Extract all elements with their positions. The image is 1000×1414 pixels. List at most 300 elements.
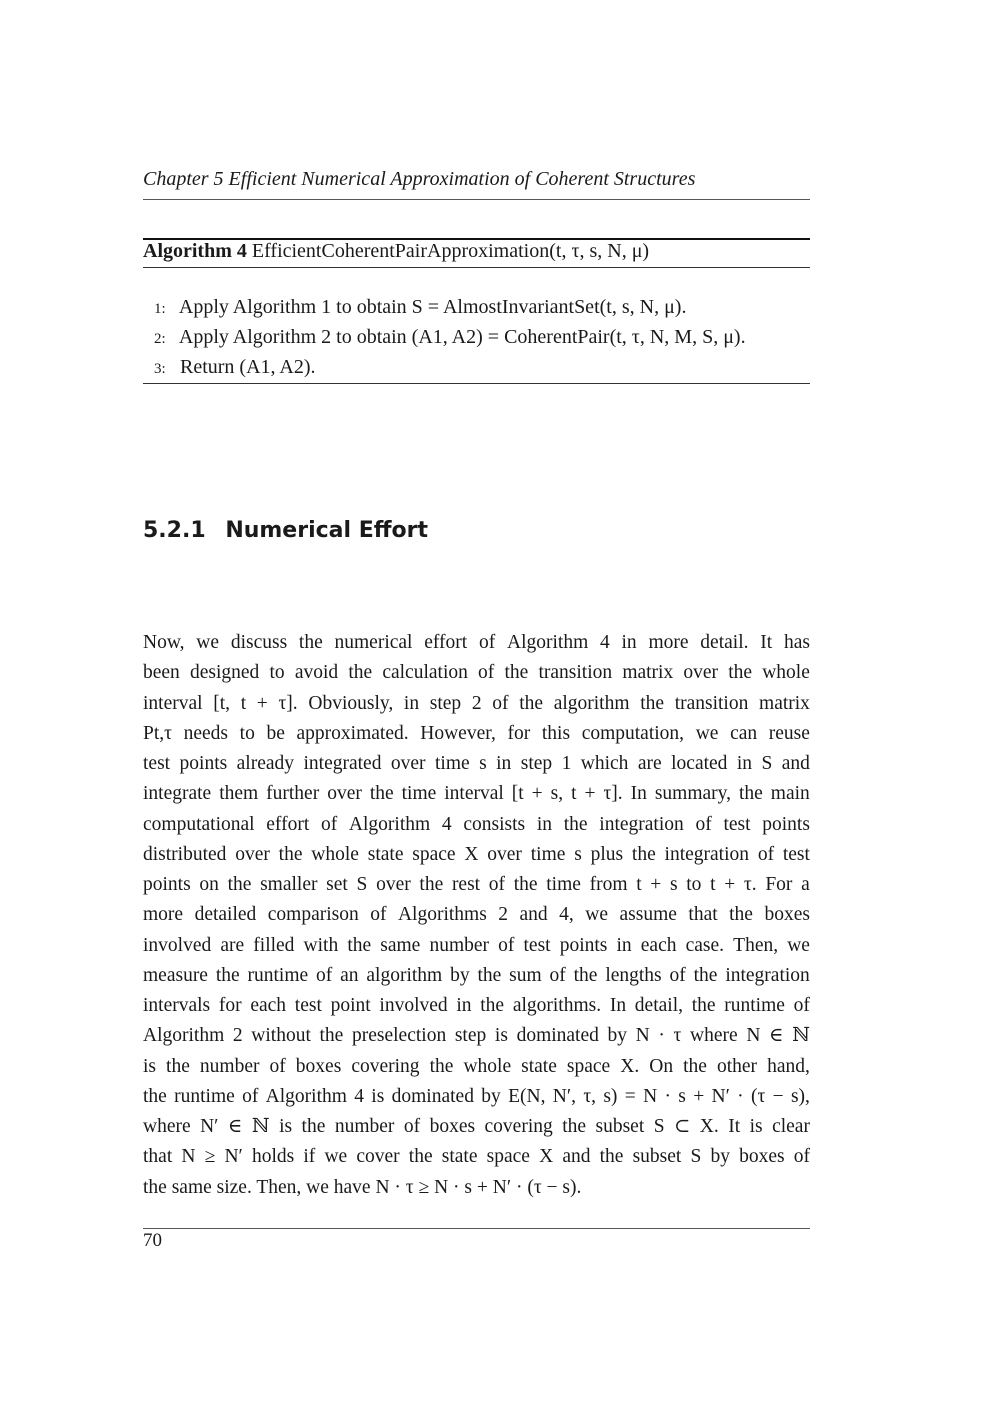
word: ≥ bbox=[204, 1146, 216, 1168]
word: S bbox=[690, 1146, 702, 1168]
word: N bbox=[746, 1025, 761, 1047]
paragraph-line bbox=[143, 1082, 810, 1112]
word: dominated bbox=[391, 1085, 474, 1107]
word: s bbox=[678, 1085, 686, 1107]
word: interval bbox=[444, 783, 504, 805]
word: It bbox=[728, 1116, 741, 1137]
word: number bbox=[199, 1055, 260, 1077]
word: the bbox=[477, 964, 502, 986]
word: in bbox=[403, 692, 420, 714]
word: subset bbox=[632, 1146, 682, 1168]
word: Algorithm bbox=[506, 632, 589, 653]
word: over bbox=[376, 874, 411, 895]
paragraph-line bbox=[143, 779, 810, 809]
word: points bbox=[559, 934, 608, 956]
section-number: 5.2.1 bbox=[143, 518, 206, 543]
word: of bbox=[488, 874, 506, 895]
word: on bbox=[199, 874, 219, 895]
word: τ, bbox=[583, 1085, 597, 1107]
algorithm-step bbox=[143, 292, 810, 322]
algorithm-mid-rule bbox=[143, 267, 810, 268]
word: over bbox=[235, 843, 270, 865]
word: from bbox=[589, 874, 628, 895]
word: over bbox=[487, 843, 522, 865]
word: points bbox=[143, 874, 191, 895]
word: the bbox=[166, 1055, 190, 1077]
word: N bbox=[635, 1025, 650, 1047]
word: test bbox=[523, 934, 551, 956]
word: for bbox=[507, 722, 531, 744]
word: time bbox=[530, 843, 566, 865]
word: Algorithm bbox=[348, 813, 431, 835]
word: S bbox=[356, 874, 368, 895]
word: designed bbox=[189, 662, 260, 684]
word: test bbox=[143, 753, 171, 774]
word: interval bbox=[143, 692, 203, 714]
paragraph-line bbox=[143, 1112, 810, 1142]
word: τ]. bbox=[603, 783, 623, 805]
word: already bbox=[236, 753, 295, 774]
word: involved bbox=[143, 934, 212, 956]
word: located bbox=[671, 753, 728, 774]
word: effort bbox=[266, 813, 310, 835]
word: N′ bbox=[711, 1085, 730, 1107]
word: is bbox=[494, 1025, 508, 1047]
word: 4 bbox=[354, 1085, 364, 1107]
word: N′ bbox=[224, 1146, 243, 1168]
paragraph-line bbox=[143, 870, 810, 900]
word: state bbox=[367, 843, 404, 865]
word: On bbox=[649, 1055, 674, 1077]
word: ∈ bbox=[769, 1025, 784, 1047]
algorithm-steps bbox=[143, 292, 810, 382]
word: of bbox=[549, 964, 566, 986]
word: number bbox=[334, 1116, 395, 1137]
word: the bbox=[573, 964, 598, 986]
word: t bbox=[240, 692, 247, 714]
algorithm-step bbox=[143, 322, 810, 352]
word: space bbox=[412, 843, 456, 865]
word: each bbox=[640, 934, 677, 956]
word: case. bbox=[685, 934, 725, 956]
word: the bbox=[419, 874, 444, 895]
word: clear bbox=[772, 1116, 810, 1137]
word: s) bbox=[603, 1085, 618, 1107]
word: is bbox=[749, 1116, 763, 1137]
paragraph-line: the same size. Then, we have N · τ ≥ N · s + N′ · (τ − s). bbox=[143, 1176, 582, 1198]
word: cover bbox=[356, 1146, 400, 1168]
word: are bbox=[637, 753, 662, 774]
word: distributed bbox=[143, 843, 227, 865]
word: more bbox=[648, 632, 689, 653]
word: numerical bbox=[334, 632, 413, 653]
paragraph-line bbox=[143, 900, 810, 930]
word: time bbox=[434, 753, 470, 774]
word: However, bbox=[420, 722, 496, 744]
word: the bbox=[513, 874, 538, 895]
word: boxes bbox=[764, 904, 810, 926]
word: involved bbox=[379, 995, 448, 1016]
step-text: Return (A1, A2). bbox=[180, 356, 316, 378]
word: S bbox=[761, 753, 773, 774]
word: can bbox=[730, 722, 758, 744]
word: of bbox=[695, 813, 712, 835]
word: integrate bbox=[143, 783, 212, 805]
word: over bbox=[327, 783, 362, 805]
word: of bbox=[370, 904, 387, 926]
algorithm-name: EfficientCoherentPairApproximation(t, τ, s, N, μ) bbox=[251, 240, 650, 262]
word: the bbox=[728, 662, 753, 684]
word: test bbox=[782, 843, 810, 865]
word: and bbox=[519, 904, 548, 926]
word: plus bbox=[590, 843, 624, 865]
word: an bbox=[340, 964, 359, 986]
word: of bbox=[757, 843, 775, 865]
word: holds bbox=[251, 1146, 295, 1168]
word: time bbox=[546, 874, 581, 895]
paragraph-line bbox=[143, 810, 810, 840]
word: over bbox=[390, 753, 426, 774]
word: measure bbox=[143, 964, 208, 986]
word: whole bbox=[463, 1055, 512, 1077]
word: by bbox=[607, 1025, 628, 1047]
word: · bbox=[658, 1025, 665, 1047]
word: without bbox=[251, 1025, 311, 1047]
word: the bbox=[563, 813, 588, 835]
word: for bbox=[218, 995, 242, 1016]
word: boxes bbox=[429, 1116, 476, 1137]
word: step bbox=[454, 1025, 487, 1047]
word: where bbox=[143, 1116, 191, 1137]
paragraph-line bbox=[143, 1142, 810, 1172]
word: assume bbox=[619, 904, 677, 926]
word: X. bbox=[620, 1055, 640, 1077]
word: avoid bbox=[294, 662, 339, 684]
word: and bbox=[781, 753, 810, 774]
word: matrix bbox=[759, 692, 810, 714]
word: a bbox=[801, 874, 810, 895]
word: of bbox=[498, 934, 515, 956]
section-heading bbox=[143, 518, 428, 543]
word: we bbox=[196, 632, 220, 653]
word: where bbox=[690, 1025, 738, 1047]
word: be bbox=[266, 722, 285, 744]
word: calculation bbox=[382, 662, 468, 684]
word: state bbox=[441, 1146, 478, 1168]
word: set bbox=[326, 874, 348, 895]
word: the bbox=[504, 662, 529, 684]
word: sum bbox=[509, 964, 542, 986]
algorithm-step bbox=[143, 352, 810, 382]
paragraph-line bbox=[143, 689, 810, 719]
word: subset bbox=[595, 1116, 645, 1137]
word: the bbox=[348, 662, 373, 684]
word: hand, bbox=[767, 1055, 810, 1077]
footer-rule bbox=[143, 1228, 810, 1229]
word: ℕ bbox=[251, 1116, 270, 1137]
word: It bbox=[760, 632, 773, 653]
word: covering bbox=[351, 1055, 420, 1077]
word: and bbox=[562, 1146, 591, 1168]
word: 4 bbox=[600, 632, 610, 653]
word: N bbox=[643, 1085, 658, 1107]
word: the bbox=[215, 964, 240, 986]
word: main bbox=[770, 783, 810, 805]
word: step bbox=[520, 753, 553, 774]
word: we bbox=[787, 934, 810, 956]
word: number bbox=[429, 934, 490, 956]
body-paragraph bbox=[143, 628, 810, 1203]
word: of bbox=[492, 692, 509, 714]
word: X bbox=[539, 1146, 554, 1168]
word: τ. bbox=[743, 874, 757, 895]
word: (τ bbox=[750, 1085, 766, 1107]
paragraph-line bbox=[143, 991, 810, 1021]
word: algorithms. bbox=[512, 995, 602, 1016]
word: time bbox=[401, 783, 437, 805]
word: that bbox=[688, 904, 718, 926]
word: the bbox=[298, 632, 323, 653]
word: 4, bbox=[559, 904, 574, 926]
word: τ]. bbox=[278, 692, 298, 714]
word: transition bbox=[674, 692, 749, 714]
word: of bbox=[669, 964, 686, 986]
word: over bbox=[683, 662, 719, 684]
word: the bbox=[729, 904, 753, 926]
word: the bbox=[693, 964, 718, 986]
word: − bbox=[772, 1085, 784, 1107]
word: transition bbox=[538, 662, 613, 684]
word: detail. bbox=[700, 632, 749, 653]
word: that bbox=[143, 1146, 173, 1168]
paragraph-line bbox=[143, 628, 810, 658]
word: 1 bbox=[561, 753, 572, 774]
word: boxes bbox=[295, 1055, 342, 1077]
word: the bbox=[640, 692, 665, 714]
word: step bbox=[429, 692, 462, 714]
word: matrix bbox=[622, 662, 674, 684]
word: the bbox=[301, 1116, 326, 1137]
word: 2 bbox=[498, 904, 509, 926]
word: of bbox=[403, 1116, 421, 1137]
word: · bbox=[664, 1085, 671, 1107]
word: ⊂ bbox=[674, 1116, 691, 1137]
paragraph-line bbox=[143, 749, 810, 779]
word: the bbox=[480, 995, 505, 1016]
word: computation, bbox=[581, 722, 685, 744]
word: in bbox=[536, 813, 553, 835]
word: t bbox=[710, 874, 716, 895]
paragraph-line bbox=[143, 658, 810, 688]
word: to bbox=[239, 722, 255, 744]
paragraph-line bbox=[143, 1021, 810, 1051]
word: each bbox=[250, 995, 287, 1016]
word: covering bbox=[484, 1116, 553, 1137]
page-number: 70 bbox=[143, 1230, 162, 1251]
word: + bbox=[650, 874, 662, 895]
word: [t bbox=[511, 783, 524, 805]
word: lengths bbox=[605, 964, 662, 986]
word: this bbox=[541, 722, 571, 744]
step-number: 2: bbox=[154, 331, 166, 347]
word: summary, bbox=[654, 783, 732, 805]
word: the bbox=[631, 843, 656, 865]
word: runtime bbox=[724, 995, 785, 1016]
section-title: Numerical Effort bbox=[225, 518, 429, 543]
paragraph-line bbox=[143, 931, 810, 961]
word: runtime bbox=[174, 1085, 235, 1107]
paragraph-line bbox=[143, 840, 810, 870]
algorithm-label: Algorithm 4 bbox=[143, 240, 247, 262]
word: test bbox=[723, 813, 751, 835]
word: Pt,τ bbox=[143, 722, 172, 744]
word: the bbox=[519, 692, 544, 714]
word: algorithm bbox=[553, 692, 630, 714]
word: τ bbox=[673, 1025, 682, 1047]
word: whole bbox=[762, 662, 810, 684]
paragraph-line bbox=[143, 961, 810, 991]
word: intervals bbox=[143, 995, 211, 1016]
word: space bbox=[486, 1146, 530, 1168]
word: + bbox=[256, 692, 268, 714]
word: more bbox=[143, 904, 184, 926]
word: of bbox=[269, 1055, 286, 1077]
word: detailed bbox=[194, 904, 257, 926]
word: the bbox=[319, 1025, 344, 1047]
word: boxes bbox=[739, 1146, 785, 1168]
word: space bbox=[566, 1055, 611, 1077]
word: ∈ bbox=[227, 1116, 243, 1137]
word: ℕ bbox=[792, 1025, 810, 1047]
word: + bbox=[531, 783, 543, 805]
word: · bbox=[737, 1085, 744, 1107]
word: 4 bbox=[441, 813, 452, 835]
word: [t, bbox=[213, 692, 231, 714]
word: has bbox=[783, 632, 810, 653]
word: integration bbox=[599, 813, 684, 835]
word: the bbox=[278, 843, 303, 865]
word: we bbox=[324, 1146, 348, 1168]
word: Algorithm bbox=[265, 1085, 347, 1107]
word: been bbox=[143, 662, 180, 684]
word: S bbox=[653, 1116, 665, 1137]
word: to bbox=[269, 662, 285, 684]
header-rule bbox=[143, 199, 810, 200]
word: 2 bbox=[471, 692, 482, 714]
word: the bbox=[143, 1085, 167, 1107]
word: is bbox=[279, 1116, 293, 1137]
word: Algorithm bbox=[143, 1025, 225, 1047]
word: of bbox=[316, 964, 333, 986]
algorithm-bottom-rule bbox=[143, 383, 810, 384]
word: = bbox=[624, 1085, 636, 1107]
word: In bbox=[609, 995, 627, 1016]
word: to bbox=[686, 874, 702, 895]
word: algorithm bbox=[366, 964, 443, 986]
word: integrated bbox=[303, 753, 382, 774]
word: the bbox=[599, 1146, 624, 1168]
paragraph-line bbox=[143, 719, 810, 749]
word: with bbox=[303, 934, 339, 956]
word: E(N, bbox=[508, 1085, 546, 1107]
word: t bbox=[636, 874, 642, 895]
word: s bbox=[669, 874, 678, 895]
word: filled bbox=[253, 934, 295, 956]
word: + bbox=[724, 874, 736, 895]
word: approximated. bbox=[296, 722, 409, 744]
word: in bbox=[456, 995, 472, 1016]
word: of bbox=[242, 1085, 259, 1107]
step-number: 3: bbox=[154, 361, 166, 377]
word: runtime bbox=[247, 964, 309, 986]
word: the bbox=[683, 1055, 707, 1077]
word: whole bbox=[311, 843, 359, 865]
word: other bbox=[716, 1055, 758, 1077]
word: of bbox=[478, 632, 496, 653]
word: in bbox=[736, 753, 753, 774]
word: them bbox=[219, 783, 259, 805]
word: state bbox=[521, 1055, 557, 1077]
word: which bbox=[580, 753, 629, 774]
word: the bbox=[739, 783, 763, 805]
step-text: Apply Algorithm 1 to obtain S = AlmostInvariantSet(t, s, N, μ). bbox=[178, 296, 687, 318]
word: in bbox=[621, 632, 637, 653]
word: point bbox=[330, 995, 371, 1016]
word: X. bbox=[699, 1116, 719, 1137]
word: in bbox=[616, 934, 632, 956]
word: integration bbox=[725, 964, 810, 986]
word: X bbox=[464, 843, 479, 865]
word: + bbox=[693, 1085, 705, 1107]
word: For bbox=[765, 874, 793, 895]
word: by bbox=[710, 1146, 730, 1168]
word: effort bbox=[424, 632, 468, 653]
word: 2 bbox=[232, 1025, 243, 1047]
word: points bbox=[762, 813, 810, 835]
word: needs bbox=[183, 722, 229, 744]
word: comparison bbox=[267, 904, 359, 926]
word: of bbox=[478, 662, 495, 684]
word: consists bbox=[463, 813, 526, 835]
word: the bbox=[562, 1116, 587, 1137]
word: Then, bbox=[733, 934, 779, 956]
word: by bbox=[481, 1085, 501, 1107]
word: detail, bbox=[634, 995, 683, 1016]
word: computational bbox=[143, 813, 255, 835]
word: the bbox=[347, 934, 372, 956]
word: same bbox=[380, 934, 421, 956]
word: of bbox=[320, 813, 338, 835]
word: of bbox=[793, 1146, 810, 1168]
word: if bbox=[303, 1146, 316, 1168]
paragraph-line bbox=[143, 1052, 810, 1082]
word: s bbox=[574, 843, 582, 865]
word: integration bbox=[664, 843, 750, 865]
word: Now, bbox=[143, 632, 185, 653]
word: discuss bbox=[230, 632, 288, 653]
word: s), bbox=[790, 1085, 810, 1107]
word: the bbox=[429, 1055, 454, 1077]
word: we bbox=[585, 904, 609, 926]
word: of bbox=[793, 995, 810, 1016]
word: preselection bbox=[351, 1025, 447, 1047]
word: by bbox=[450, 964, 470, 986]
word: s, bbox=[550, 783, 564, 805]
word: the bbox=[227, 874, 252, 895]
word: s bbox=[479, 753, 487, 774]
word: + bbox=[584, 783, 596, 805]
word: N′, bbox=[552, 1085, 576, 1107]
